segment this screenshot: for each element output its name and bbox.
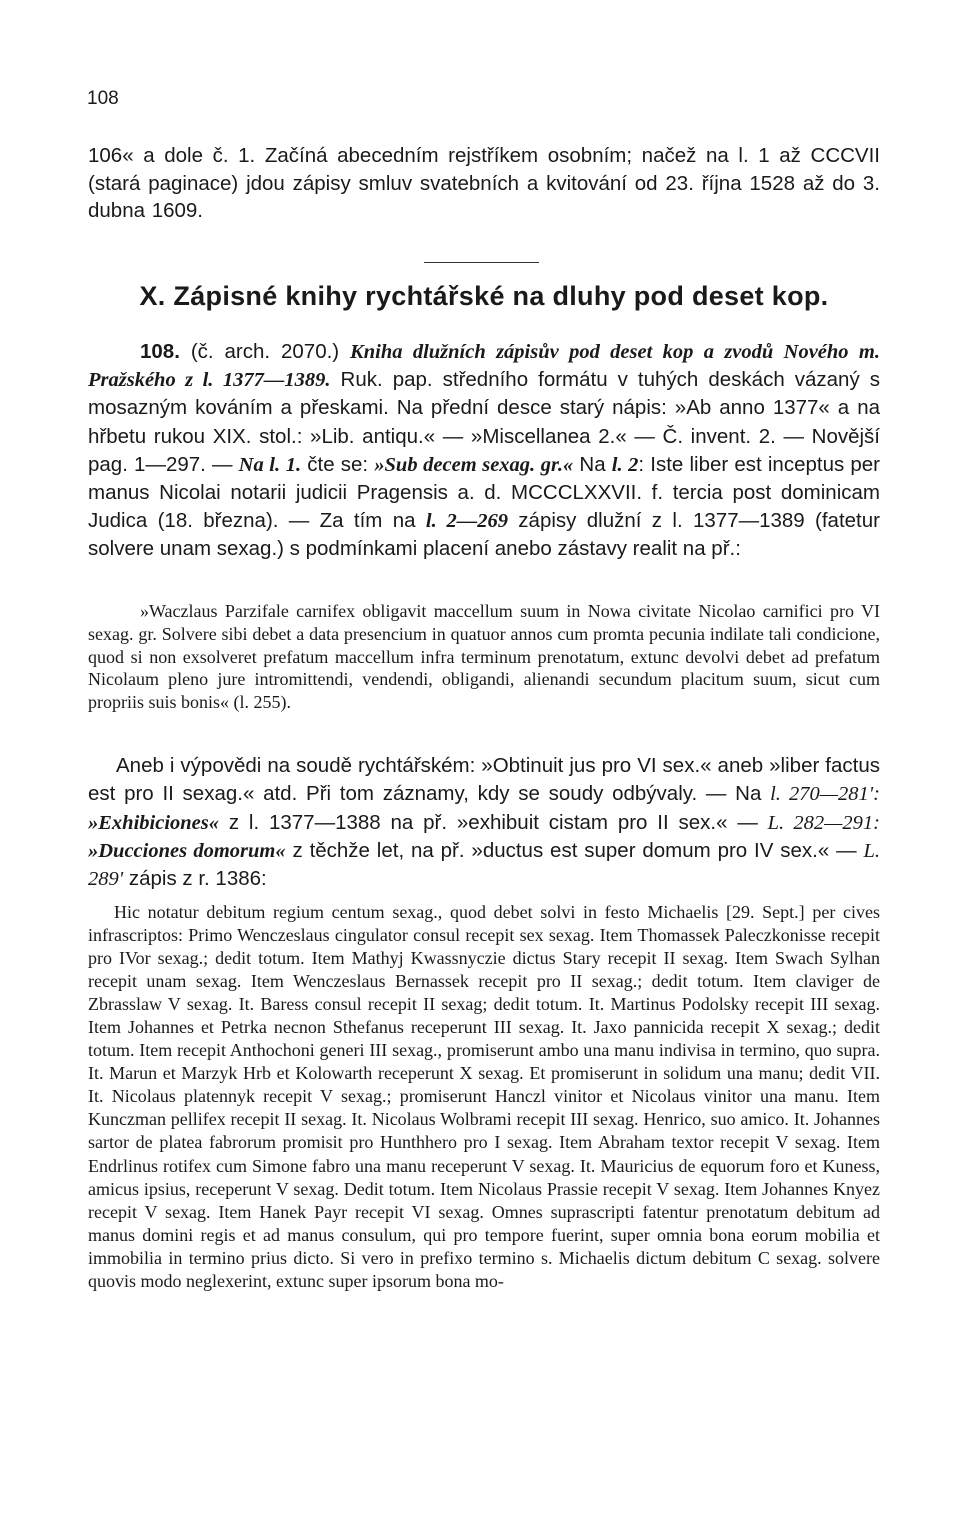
entry-na-label: Na	[573, 452, 612, 476]
folio-ref-270: l. 270—281':	[770, 783, 880, 806]
entry-number: 108.	[140, 340, 180, 363]
entry-incipit-text: : Iste liber est inceptus per manus Nicolai notarii judicii Pragensis a. d. MCCCLXXVII. f. tercia post dominicam Judica (18. března). — Za tím na	[88, 452, 880, 533]
section-divider	[424, 262, 539, 263]
folio-ref-282: L. 282—291:	[767, 811, 880, 834]
entry-reads-label: čte se:	[301, 452, 375, 476]
folio-ref-289: L. 289'	[88, 839, 880, 891]
exhibiciones-title: »Exhibiciones«	[88, 811, 219, 834]
verdicts-text-4: zápis z r. 1386:	[123, 867, 267, 891]
entry-sub-decem-inscription: »Sub decem sexag. gr.«	[374, 453, 574, 476]
entry-tail-text: zápisy dlužní z l. 1377—1389 (fatetur solvere unam sexag.) s podmínkami placení anebo zástavy realit na př.:	[88, 509, 880, 561]
verdicts-paragraph	[88, 752, 880, 893]
latin-quote-waczlaus: »Waczlaus Parzifale carnifex obligavit maccellum suum in Nowa civitate Nicolao carnifici pro VI sexag. gr. Solvere sibi debet a data presencium in quatuor annos cum promta pecunia indilate tali condicione, quod si non exsolveret prefatum maccellum infra terminum prenotatum, extunc devolvi debet ad prefatum Nicolaum pleno jure intromittendi, vendendi, obligandi, alienandi secundum placitum suum, sicut cum propriis suis bonis« (l. 255).	[88, 601, 880, 713]
verdicts-text-2: z l. 1377—1388 na př. »exhibuit cistam pro II sex.« —	[219, 810, 768, 834]
intro-paragraph: 106« a dole č. 1. Začíná abecedním rejstříkem osobním; načež na l. 1 až CCCVII (stará paginace) jdou zápisy smluv svatebních a kvitování od 23. října 1528 až do 3. dubna 1609.	[88, 144, 880, 222]
entry-title: Kniha dlužních zápisův pod deset kop a zvodů Nového m. Pražského z l. 1377—1389.	[88, 341, 880, 392]
entry-archive-ref: (č. arch. 2070.)	[179, 340, 351, 363]
entry-physical-description: Ruk. pap. středního formátu v tuhých deskách vázaný s mosazným kováním a přeskami. Na přední desce starý nápis: »Ab anno 1377« a na hřbetu rukou XIX. stol.: »Lib. antiqu.« — »Miscellanea 2.« — Č. invent. 2. — Novější pag. 1—297. —	[88, 368, 880, 476]
verdicts-text-1: Aneb i výpovědi na soudě rychtářském: »Obtinuit jus pro VI sex.« aneb »liber factus est pro II sexag.« atd. Při tom záznamy, kdy se soudy odbývaly. — Na	[88, 754, 880, 806]
entry-108-description	[88, 338, 880, 564]
entry-folio-range: l. 2—269	[425, 510, 508, 533]
entry-folio-ref-2: l. 2	[611, 453, 639, 476]
verdicts-text-3: z těchže let, na př. »ductus est super domum pro IV sex.« —	[285, 838, 864, 862]
latin-quote-debitum-regium: Hic notatur debitum regium centum sexag., quod debet solvi in festo Michaelis [29. Sept.] per cives infrascriptos: Primo Wenczeslaus cingulator consul recepit sex sexag. Item Thomassek Paleczkonisse recepit pro IVor sexag.; dedit totum. Item Mathyj Kwassnyczie dictus Stary recepit II sexag. Item Swach Sylhan recepit unam sexag. Item Wenczeslaus Bernassek recepit pro II sexag.; dedit totum. Item claviger de Zbrasslaw V sexag. It. Baress consul recepit II sexag; dedit totum. It. Martinus Podolsky recepit III sexag. Item Johannes et Petrka necnon Sthefanus receperunt III sexag. It. Jaxo pannicida recepit X sexag.; dedit totum. Item recepit Anthochoni generi III sexag., promiserunt ambo una manu indivisa in termino, quo supra. It. Marun et Marzyk Hrb et Kolowarth receperunt X sexag. Et promiserunt in solidum una manu; dedit VII. It. Nicolaus platennyk recepit V sexag.; promiserunt Hanczl vinitor et Nicolaus vinitor una manu. Item Kunczman pellifex recepit II sexag. It. Nicolaus Wolbrami recepit III sexag. Henrico, suo amico. It. Johannes sartor de platea fabrorum promisit pro Hunthhero pro I sexag. Item Abraham textor recepit V sexag. Item Endrlinus rotifex cum Simone fabro una manu receperunt V sexag. It. Mauricius de equorum foro et Kuness, amicus ipsius, receperunt V sexag. Dedit totum. Item Nicolaus Prassie recepit V sexag. Item Johannes Knyez recepit V sexag. Item Hanek Payr recepit VI sexag. Omnes suprascripti fatentur prenotatum debitum ad manus domini regis et ad manus consulum, qui pro tempore fuerint, super omnia bona eorum mobilia et immobilia in termino prius dicto. Si vero in prefixo termino s. Michaelis dictum debitum C sexag. solvere quovis modo neglexerint, extunc super ipsorum bona mo-	[88, 902, 880, 1291]
section-heading: X. Zápisné knihy rychtářské na dluhy pod deset kop.	[139, 281, 829, 311]
entry-folio-ref-1: Na l. 1.	[238, 453, 302, 476]
page-number: 108	[87, 88, 119, 109]
ducciones-title: »Ducciones domorum«	[88, 839, 286, 862]
